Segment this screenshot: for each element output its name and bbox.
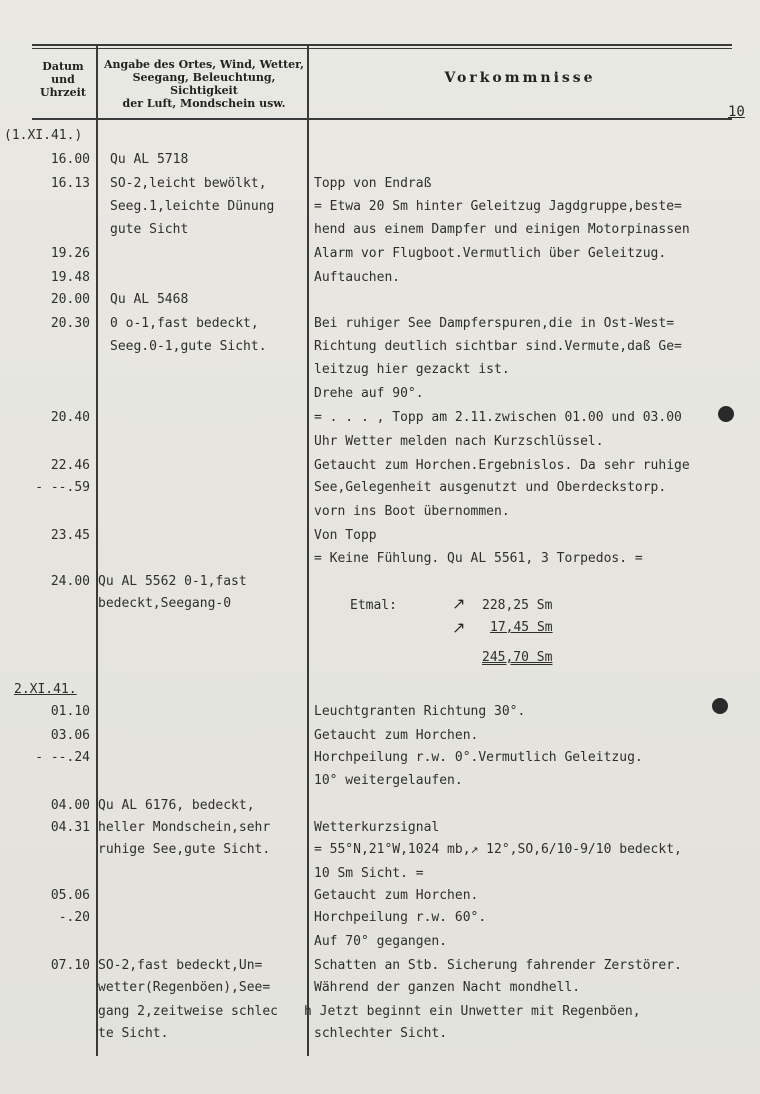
event-text: Topp von Endraß [314, 176, 432, 191]
time: - --.24 [35, 750, 90, 765]
place-text: gang 2,zeitweise schlec [98, 1004, 279, 1019]
place-text: bedeckt,Seegang-0 [98, 596, 232, 611]
event-text: Richtung deutlich sichtbar sind.Vermute,daß Ge= [314, 339, 682, 354]
event-text: Getaucht zum Horchen. [314, 728, 479, 743]
time: 22.46 [50, 458, 90, 473]
time: -.20 [58, 910, 90, 925]
column-divider-2 [307, 46, 309, 1056]
time: - --.59 [35, 480, 90, 495]
event-text: 10 Sm Sicht. = [314, 866, 424, 881]
punch-hole [712, 698, 728, 714]
event-text: Auf 70° gegangen. [314, 934, 448, 949]
etmal-total: 245,70 Sm [482, 650, 553, 665]
time: 16.00 [50, 152, 90, 167]
event-text: Bei ruhiger See Dampferspuren,die in Ost-West= [314, 316, 675, 331]
event-text: hend aus einem Dampfer und einigen Motorpinassen [314, 222, 690, 237]
place-text: Seeg.1,leichte Dünung [110, 199, 275, 214]
time: 03.06 [50, 728, 90, 743]
event-text: = Keine Fühlung. Qu AL 5561, 3 Torpedos. = [314, 551, 643, 566]
etmal-value-1: 228,25 Sm [482, 598, 553, 613]
place-text: ruhige See,gute Sicht. [98, 842, 271, 857]
place-text: SO-2,fast bedeckt,Un= [98, 958, 263, 973]
time: 20.00 [50, 292, 90, 307]
time: 23.45 [50, 528, 90, 543]
event-text: Getaucht zum Horchen. [314, 888, 479, 903]
top-rule-2 [32, 48, 732, 49]
event-text: h Jetzt beginnt ein Unwetter mit Regenböen, [304, 1004, 641, 1019]
page-number: 10 [728, 104, 745, 120]
header-bottom-rule [32, 118, 732, 120]
event-text: See,Gelegenheit ausgenutzt und Oberdeckstorp. [314, 480, 667, 495]
event-text: = . . . , Topp am 2.11.zwischen 01.00 und 03.00 [314, 410, 682, 425]
place-text: heller Mondschein,sehr [98, 820, 271, 835]
column-divider-1 [96, 46, 98, 1056]
event-text: Von Topp [314, 528, 377, 543]
place-text: SO-2,leicht bewölkt, [110, 176, 267, 191]
place-text: te Sicht. [98, 1026, 169, 1041]
time: 07.10 [50, 958, 90, 973]
place-text: Qu AL 5468 [110, 292, 189, 307]
header-place: Angabe des Ortes, Wind, Wetter, Seegang, Beleuchtung, Sichtigkeit der Luft, Mondschein usw. [103, 58, 305, 110]
place-text: 0 o-1,fast bedeckt, [110, 316, 259, 331]
event-text: = Etwa 20 Sm hinter Geleitzug Jagdgruppe,beste= [314, 199, 682, 214]
place-text: Seeg.0-1,gute Sicht. [110, 339, 267, 354]
event-text: Uhr Wetter melden nach Kurzschlüssel. [314, 434, 604, 449]
course-arrow-icon: ↗ [452, 618, 466, 637]
header-events: Vorkommnisse [444, 70, 596, 86]
event-text: Horchpeilung r.w. 60°. [314, 910, 487, 925]
event-text: Schatten an Stb. Sicherung fahrender Zerstörer. [314, 958, 682, 973]
time: 01.10 [50, 704, 90, 719]
time: 20.40 [50, 410, 90, 425]
place-text: gute Sicht [110, 222, 189, 237]
time: 04.00 [50, 798, 90, 813]
punch-hole [718, 406, 734, 422]
time: 20.30 [50, 316, 90, 331]
course-arrow-icon: ↗ [452, 594, 466, 613]
place-text: Qu AL 5562 0-1,fast [98, 574, 247, 589]
time: 05.06 [50, 888, 90, 903]
time: 19.26 [50, 246, 90, 261]
header-date: Datum und Uhrzeit [40, 60, 86, 99]
place-text: Qu AL 5718 [110, 152, 189, 167]
top-rule [32, 44, 732, 46]
event-text: Drehe auf 90°. [314, 386, 424, 401]
event-text: Getaucht zum Horchen.Ergebnislos. Da sehr ruhige [314, 458, 690, 473]
time: 24.00 [50, 574, 90, 589]
event-text: = 55°N,21°W,1024 mb,↗ 12°,SO,6/10-9/10 bedeckt, [314, 842, 682, 857]
place-text: Qu AL 6176, bedeckt, [98, 798, 255, 813]
event-text: Alarm vor Flugboot.Vermutlich über Geleitzug. [314, 246, 667, 261]
etmal-label: Etmal: [350, 598, 397, 613]
event-text: Während der ganzen Nacht mondhell. [314, 980, 581, 995]
event-text: Wetterkurzsignal [314, 820, 440, 835]
event-text: 10° weitergelaufen. [314, 773, 463, 788]
event-text: schlechter Sicht. [314, 1026, 448, 1041]
etmal-value-2: 17,45 Sm [490, 620, 553, 635]
time: 04.31 [50, 820, 90, 835]
time: 16.13 [50, 176, 90, 191]
time: 19.48 [50, 270, 90, 285]
event-text: leitzug hier gezackt ist. [314, 362, 510, 377]
date-2: 2.XI.41. [14, 682, 77, 697]
event-text: Horchpeilung r.w. 0°.Vermutlich Geleitzug. [314, 750, 643, 765]
event-text: Auftauchen. [314, 270, 401, 285]
event-text: Leuchtgranten Richtung 30°. [314, 704, 526, 719]
event-text: vorn ins Boot übernommen. [314, 504, 510, 519]
date-1: (1.XI.41.) [4, 128, 83, 143]
place-text: wetter(Regenböen),See= [98, 980, 271, 995]
